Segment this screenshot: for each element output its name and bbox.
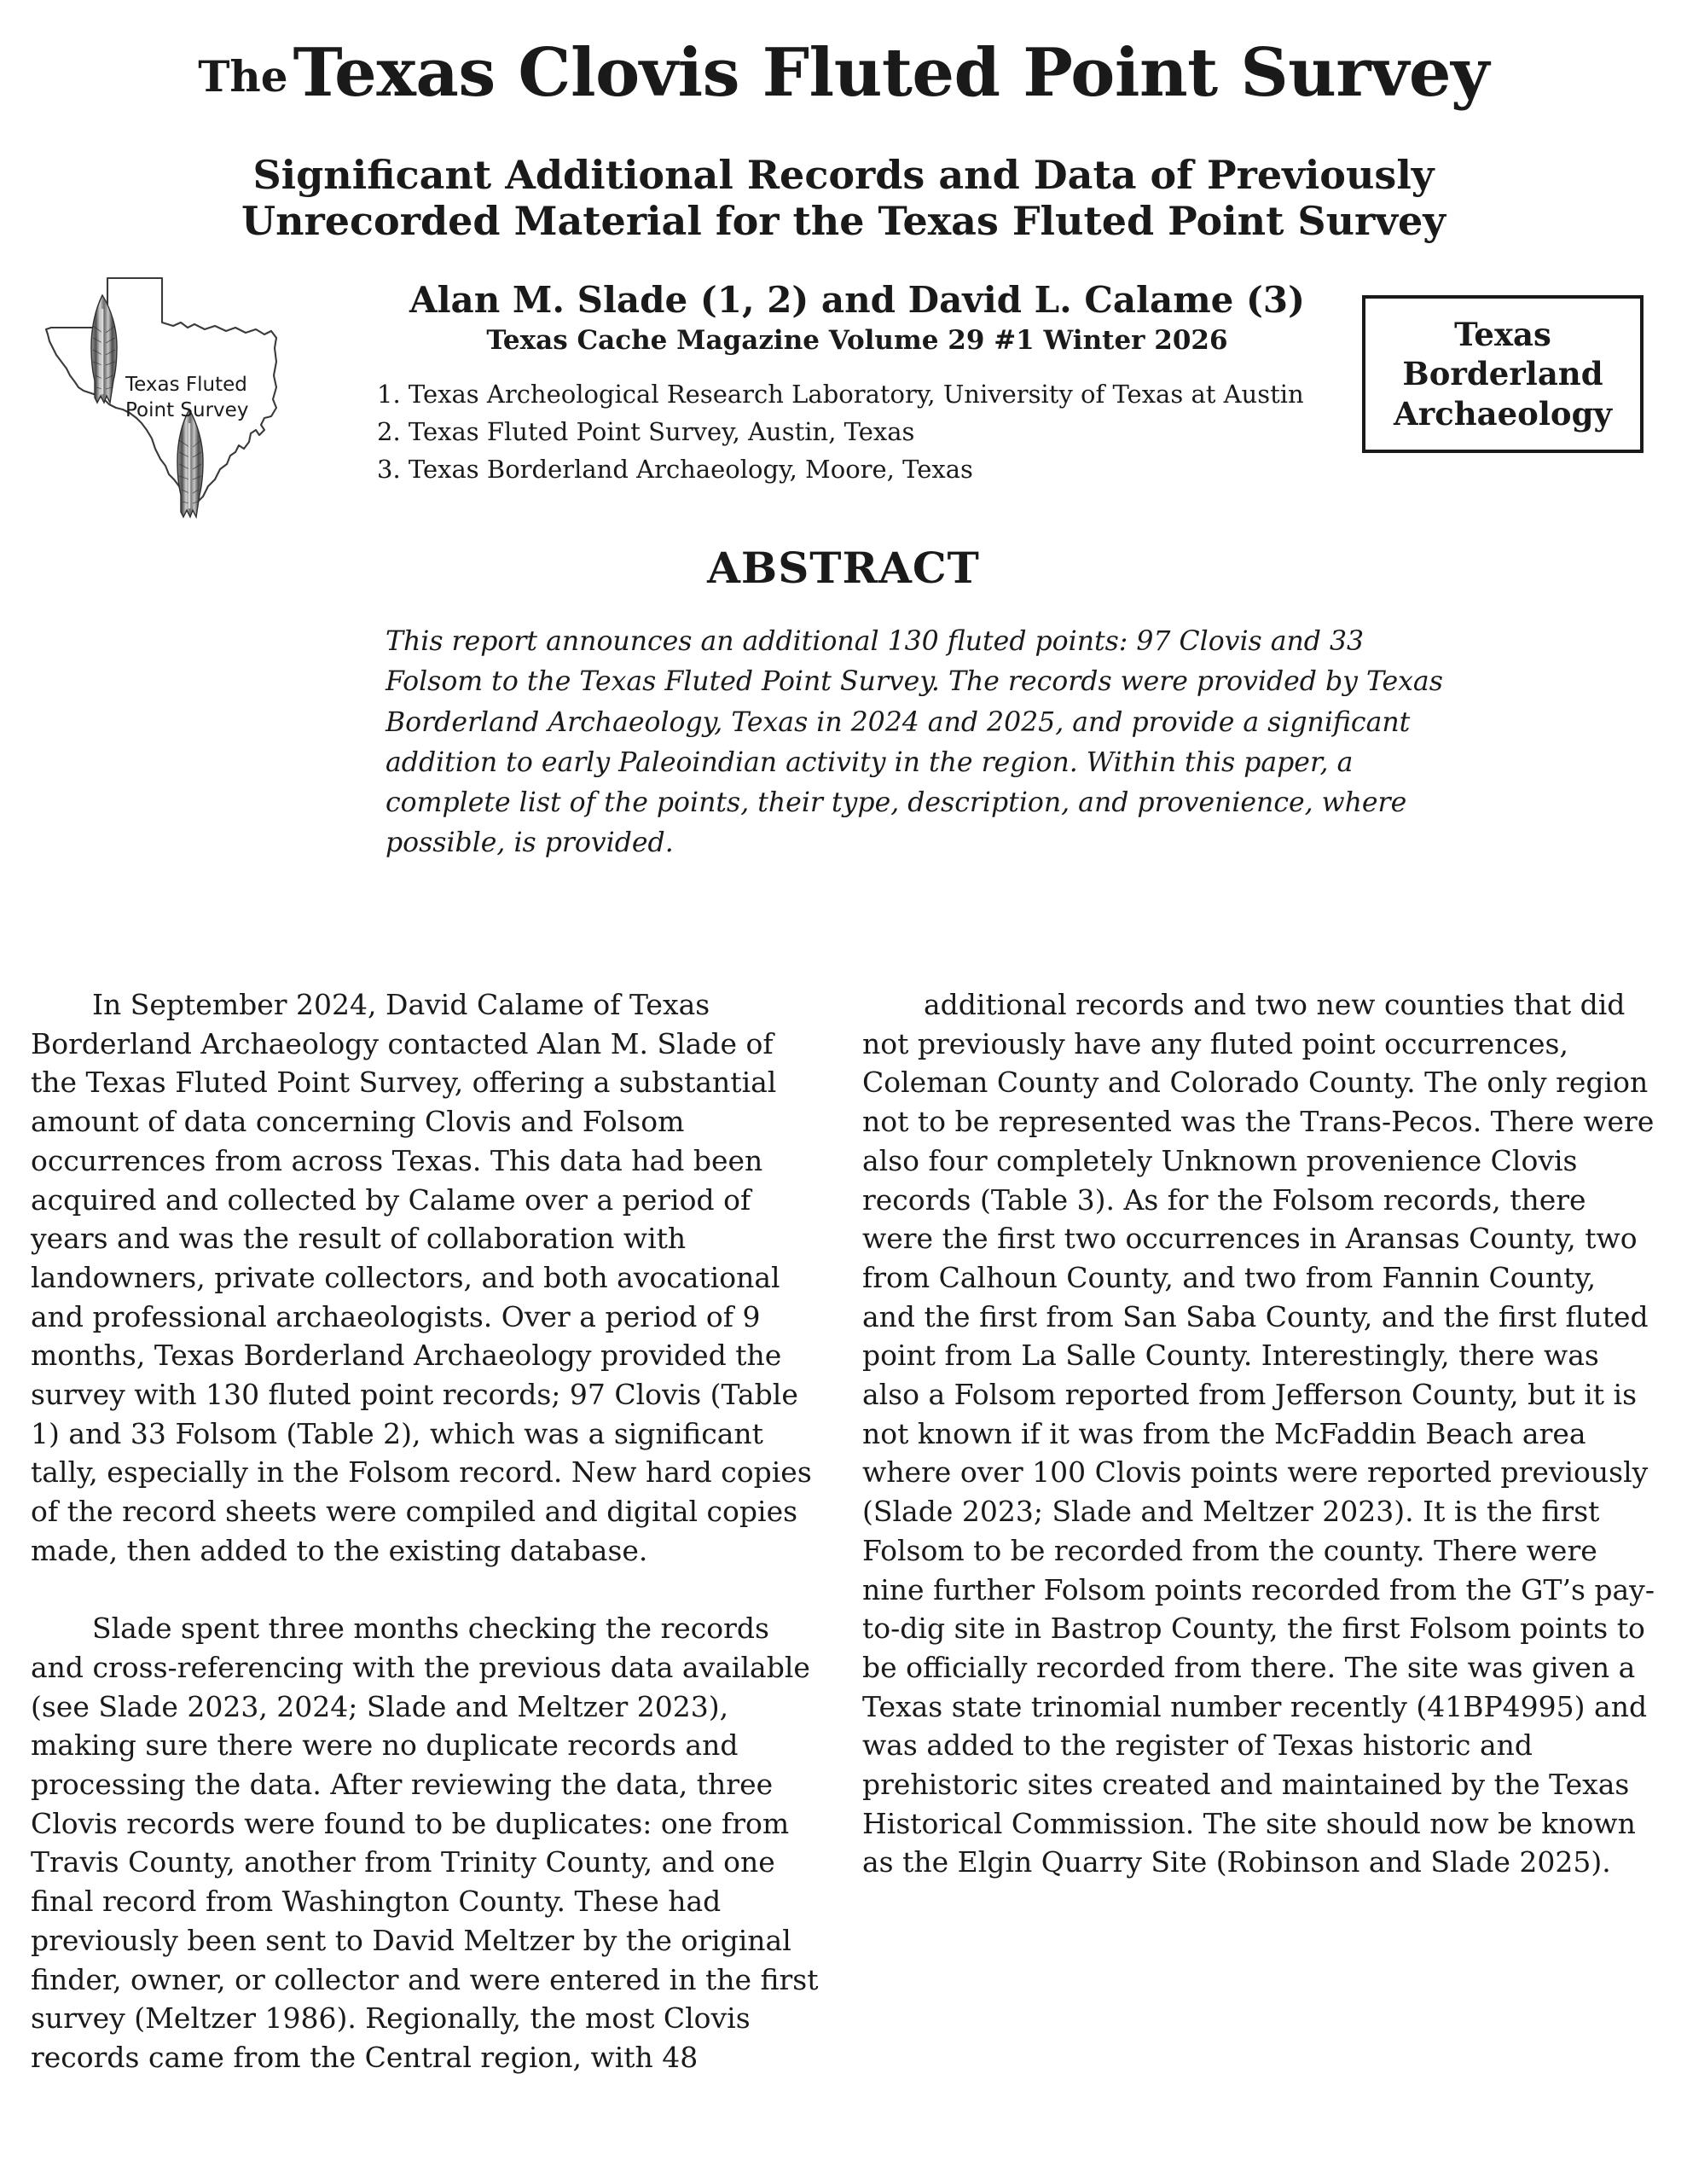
badge-line-3: Archaeology — [1394, 394, 1612, 433]
header-band — [0, 266, 1687, 522]
page-subtitle-line-1: Significant Additional Records and Data of Previously — [252, 151, 1435, 198]
body-column-right — [862, 985, 1656, 2077]
page-subtitle-line-2: Unrecorded Material for the Texas Fluted Point Survey — [241, 197, 1446, 244]
journal-citation: Texas Cache Magazine Volume 29 #1 Winter 2026 — [486, 325, 1228, 357]
abstract-text: This report announces an additional 130 fluted points: 97 Clovis and 33 Folsom to the Texas Fluted Point Survey. The records were provided by Texas Borderland Archaeology, Texas in 2024 and 2025, and provide a significant addition to early Paleoindian activity in the region. Within this paper, a complete list of the points, their type, description, and provenience, where possible, is provided. — [386, 626, 1443, 859]
page-title-main: Texas Clovis Fluted Point Survey — [293, 34, 1489, 112]
author-block — [367, 280, 1348, 488]
affiliation-item: 3. Texas Borderland Archaeology, Moore, Texas — [377, 455, 973, 485]
page-subtitle — [0, 107, 1687, 245]
abstract-heading: ABSTRACT — [707, 543, 980, 594]
logo-label-line-2: Point Survey — [125, 399, 249, 422]
body-paragraph: additional records and two new counties that did not previously have any fluted point occurrences, Coleman County and Colorado County. The only region not to be represented was the Trans-Pecos. There were also four completely Unknown provenience Clovis records (Table 3). As for the Folsom records, there were the first two occurrences in Aransas County, two from Calhoun County, and two from Fannin County, and the first from San Saba County, and the first fluted point from La Salle County. Interestingly, there was also a Folsom reported from Jefferson County, but it is not known if it was from the McFaddin Beach area where over 100 Clovis points were reported previously (Slade 2023; Slade and Meltzer 2023). It is the first Folsom to be recorded from the county. There were nine further Folsom points recorded from the GT’s pay-to-dig site in Bastrop County, the first Folsom points to be officially recorded from there. The site was given a Texas state trinomial number recently (41BP4995) and was added to the register of Texas historic and prehistoric sites created and maintained by the Texas Historical Commission. The site should now be known as the Elgin Quarry Site (Robinson and Slade 2025). — [862, 988, 1655, 1879]
logo-label-line-1: Texas Fluted — [125, 374, 247, 397]
body-column-left — [31, 985, 825, 2077]
body-paragraph: Slade spent three months checking the records and cross-referencing with the previous data available (see Slade 2023, 2024; Slade and Meltzer 2023), making sure there were no duplicate records and processing the data. After reviewing the data, three Clovis records were found to be duplicates: one from Travis County, another from Trinity County, and one final record from Washington County. These had previously been sent to David Meltzer by the original finder, owner, or collector and were entered in the first survey (Meltzer 1986). Regionally, the most Clovis records came from the Central region, with 48 — [31, 1612, 819, 2074]
badge-line-1: Texas — [1454, 315, 1551, 353]
page-title — [0, 0, 1687, 112]
body-paragraph: In September 2024, David Calame of Texas Borderland Archaeology contacted Alan M. Slade of the Texas Fluted Point Survey, offering a substantial amount of data concerning Clovis and Folsom occurrences from across Texas. This data had been acquired and collected by Calame over a period of years and was the result of collaboration with landowners, private collectors, and both avocational and professional archaeologists. Over a period of 9 months, Texas Borderland Archaeology provided the survey with 130 fluted point records; 97 Clovis (Table 1) and 33 Folsom (Table 2), which was a significant tally, especially in the Folsom record. New hard copies of the record sheets were compiled and digital copies made, then added to the existing database. — [31, 988, 812, 1567]
texas-fluted-point-survey-logo — [44, 266, 300, 522]
affiliation-list — [367, 375, 1348, 488]
texas-borderland-archaeology-badge — [1362, 295, 1644, 453]
affiliation-item: 2. Texas Fluted Point Survey, Austin, Texas — [377, 417, 915, 447]
texas-outline-icon — [44, 266, 300, 522]
badge-line-2: Borderland — [1402, 355, 1603, 393]
body-columns — [31, 985, 1656, 2077]
author-names: Alan M. Slade (1, 2) and David L. Calame (3) — [409, 279, 1305, 322]
affiliation-item: 1. Texas Archeological Research Laboratory, University of Texas at Austin — [377, 380, 1304, 410]
page-title-prefix: The — [198, 51, 288, 102]
